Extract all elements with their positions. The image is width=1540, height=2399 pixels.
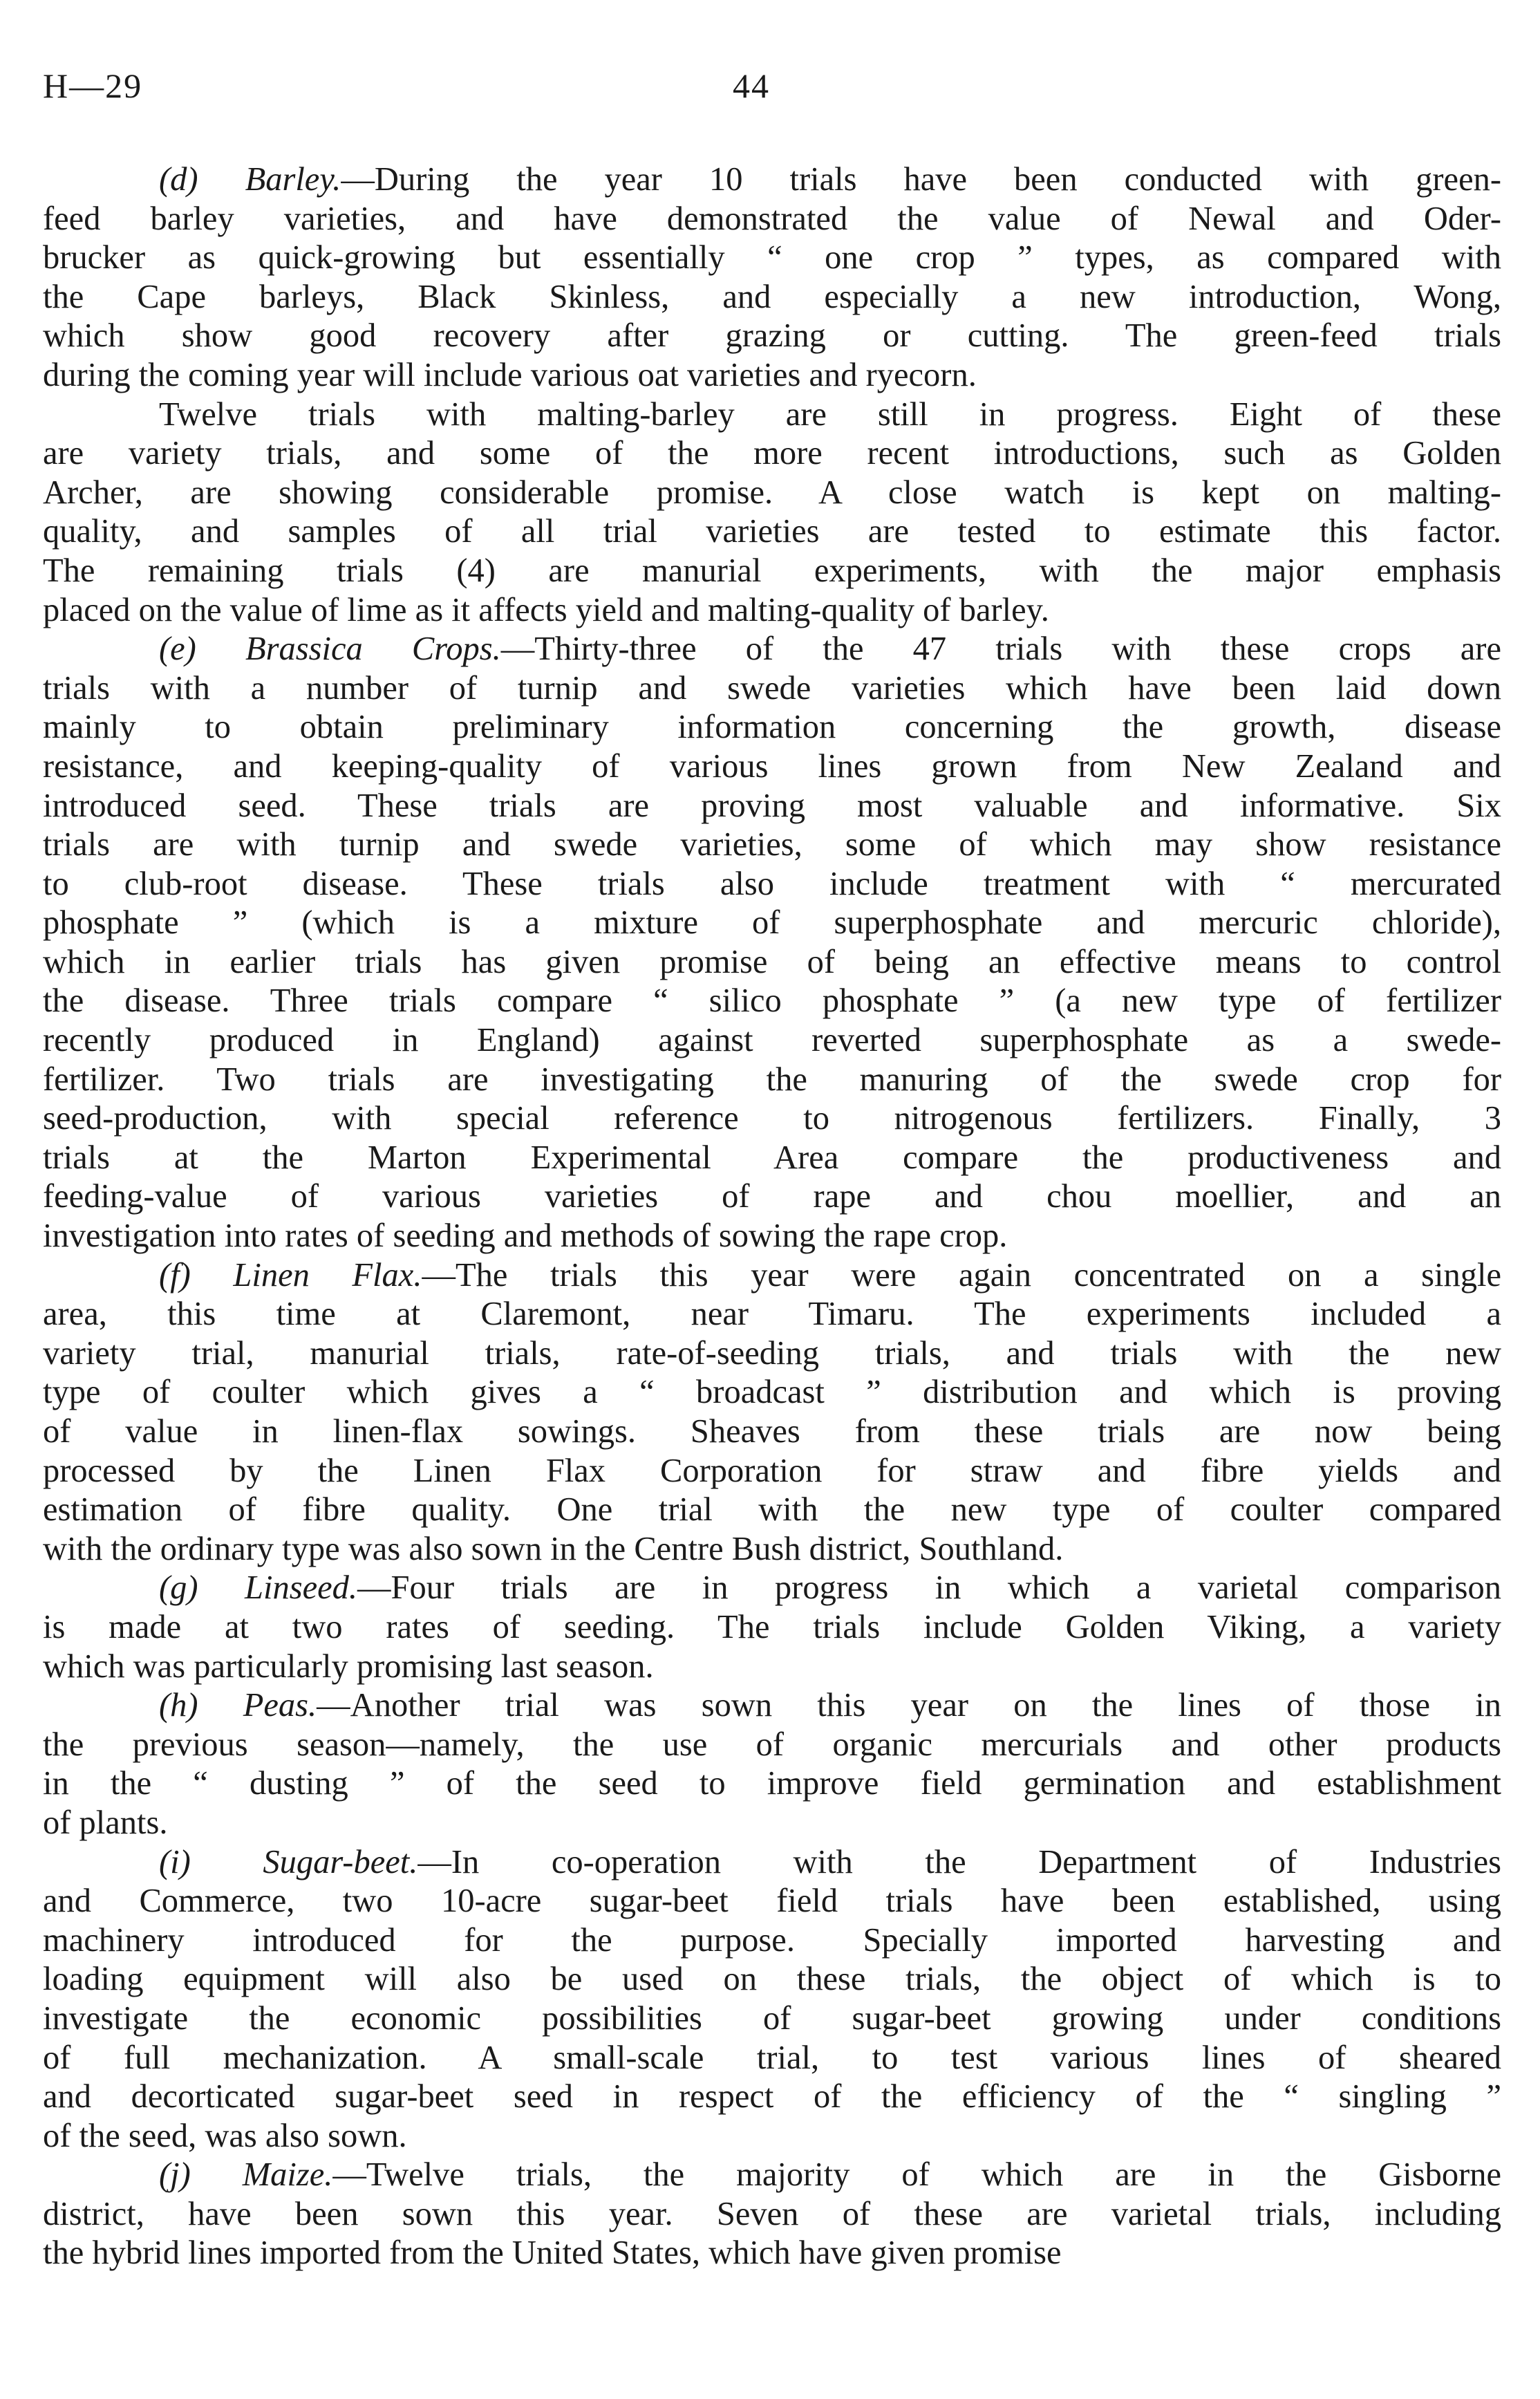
- text-line: [43, 2156, 1501, 2195]
- text-line: [43, 474, 1501, 513]
- text-line: [43, 552, 1501, 591]
- section-title: Brassica Crops.: [245, 631, 501, 668]
- line-text: loading equipment will also be used on these trials, the object of which is to: [43, 1961, 1501, 1998]
- section-label: (g): [159, 1569, 198, 1607]
- text-line: [43, 1960, 1501, 1999]
- text-line: [43, 1608, 1501, 1647]
- section-title: Maize.: [242, 2156, 333, 2194]
- line-text: —In co-operation with the Department of Industries: [417, 1843, 1501, 1880]
- line-text: introduced seed. These trials are proving most valuable and informative. Six: [43, 787, 1501, 824]
- line-text: which was particularly promising last season.: [43, 1647, 654, 1685]
- line-text: —During the year 10 trials have been conducted with green-: [341, 161, 1501, 198]
- line-text: in the “ dusting ” of the seed to improve field germination and establishment: [43, 1765, 1501, 1802]
- text-line: [43, 669, 1501, 709]
- line-text: seed-production, with special reference to nitrogenous fertilizers. Finally, 3: [43, 1100, 1501, 1137]
- paragraph: [43, 1569, 1501, 1686]
- text-line: [43, 1099, 1501, 1139]
- page-number: 44: [733, 66, 770, 105]
- line-text: estimation of fibre quality. One trial with the new type of coulter compared: [43, 1491, 1501, 1529]
- line-text: investigation into rates of seeding and methods of sowing the rape crop.: [43, 1217, 1008, 1255]
- text-line: [43, 239, 1501, 278]
- section-label: (e): [159, 631, 196, 668]
- paragraph: [43, 2156, 1501, 2273]
- text-line: [43, 160, 1501, 200]
- line-text: and Commerce, two 10-acre sugar-beet field trials have been established, using: [43, 1883, 1501, 1920]
- section-label: (j): [159, 2156, 191, 2194]
- text-line: [43, 1021, 1501, 1061]
- text-line: [43, 1139, 1501, 1178]
- line-text: trials with a number of turnip and swede varieties which have been laid down: [43, 669, 1501, 707]
- line-text: Twelve trials with malting-barley are still in progress. Eight of these: [159, 395, 1501, 433]
- line-text: feeding-value of various varieties of rape and chou moellier, and an: [43, 1178, 1501, 1215]
- text-line: [43, 317, 1501, 356]
- text-line: [43, 356, 1501, 395]
- section-label: (h): [159, 1687, 198, 1724]
- line-text: The remaining trials (4) are manurial experiments, with the major emphasis: [43, 552, 1501, 589]
- text-line: [43, 1843, 1501, 1883]
- text-line: [43, 708, 1501, 747]
- line-text: during the coming year will include various oat varieties and ryecorn.: [43, 356, 977, 393]
- section-label: (d): [159, 161, 198, 198]
- text-line: [43, 982, 1501, 1021]
- line-text: fertilizer. Two trials are investigating the manuring of the swede crop for: [43, 1061, 1501, 1098]
- paragraph: [43, 160, 1501, 395]
- line-text: placed on the value of lime as it affects yield and malting-quality of barley.: [43, 591, 1049, 628]
- text-line: [43, 1061, 1501, 1100]
- line-text: feed barley varieties, and have demonstrated the value of Newal and Oder-: [43, 200, 1501, 237]
- line-text: investigate the economic possibilities of sugar-beet growing under conditions: [43, 1999, 1501, 2037]
- text-line: [43, 825, 1501, 865]
- line-text: is made at two rates of seeding. The trials include Golden Viking, a variety: [43, 1608, 1501, 1645]
- paragraph: [43, 1256, 1501, 1569]
- text-line: [43, 591, 1501, 631]
- line-text: of value in linen-flax sowings. Sheaves from these trials are now being: [43, 1413, 1501, 1450]
- text-line: [43, 747, 1501, 787]
- text-line: [43, 1921, 1501, 1961]
- line-text: area, this time at Claremont, near Timaru. The experiments included a: [43, 1296, 1501, 1333]
- line-text: phosphate ” (which is a mixture of superphosphate and mercuric chloride),: [43, 904, 1501, 942]
- line-text: the Cape barleys, Black Skinless, and especially a new introduction, Wong,: [43, 278, 1501, 315]
- text-line: [43, 1491, 1501, 1530]
- line-text: processed by the Linen Flax Corporation for straw and fibre yields and: [43, 1452, 1501, 1489]
- line-text: —The trials this year were again concentrated on a single: [422, 1256, 1501, 1294]
- text-line: [43, 278, 1501, 317]
- line-text: machinery introduced for the purpose. Specially imported harvesting and: [43, 1921, 1501, 1959]
- text-line: [43, 904, 1501, 943]
- text-line: [43, 1726, 1501, 1765]
- line-text: variety trial, manurial trials, rate-of-seeding trials, and trials with the new: [43, 1334, 1501, 1372]
- paragraph: [43, 395, 1501, 631]
- text-line: [43, 1530, 1501, 1569]
- text-line: [43, 630, 1501, 669]
- text-line: [43, 2039, 1501, 2078]
- line-text: and decorticated sugar-beet seed in respect of the efficiency of the “ singling ”: [43, 2078, 1501, 2116]
- line-text: Archer, are showing considerable promise. A close watch is kept on malting-: [43, 474, 1501, 511]
- line-text: of full mechanization. A small-scale trial, to test various lines of sheared: [43, 2039, 1501, 2076]
- text-line: [43, 865, 1501, 904]
- paragraph: [43, 630, 1501, 1256]
- text-line: [43, 1804, 1501, 1843]
- text-line: [43, 1217, 1501, 1256]
- text-line: [43, 2195, 1501, 2234]
- line-text: resistance, and keeping-quality of various lines grown from New Zealand and: [43, 747, 1501, 785]
- document-reference: H—29: [43, 66, 143, 105]
- text-line: [43, 943, 1501, 982]
- line-text: recently produced in England) against reverted superphosphate as a swede-: [43, 1022, 1501, 1059]
- line-text: —Four trials are in progress in which a varietal comparison: [357, 1569, 1501, 1607]
- section-label: (f): [159, 1256, 191, 1294]
- section-title: Linseed.: [245, 1569, 358, 1607]
- line-text: the disease. Three trials compare “ silico phosphate ” (a new type of fertilizer: [43, 982, 1501, 1020]
- text-line: [43, 1412, 1501, 1452]
- line-text: —Thirty-three of the 47 trials with these crops are: [500, 631, 1501, 668]
- text-line: [43, 787, 1501, 826]
- line-text: which in earlier trials has given promise of being an effective means to control: [43, 943, 1501, 980]
- text-line: [43, 200, 1501, 239]
- paragraph: [43, 1843, 1501, 2156]
- text-line: [43, 1452, 1501, 1491]
- text-line: [43, 2078, 1501, 2117]
- text-line: [43, 1647, 1501, 1687]
- line-text: the previous season—namely, the use of organic mercurials and other products: [43, 1726, 1501, 1763]
- line-text: mainly to obtain preliminary information concerning the growth, disease: [43, 709, 1501, 746]
- document-body: [43, 160, 1501, 2273]
- line-text: quality, and samples of all trial varieties are tested to estimate this factor.: [43, 513, 1501, 550]
- text-line: [43, 2117, 1501, 2156]
- line-text: are variety trials, and some of the more recent introductions, such as Golden: [43, 435, 1501, 472]
- line-text: of the seed, was also sown.: [43, 2117, 407, 2154]
- line-text: brucker as quick-growing but essentially “ one crop ” types, as compared with: [43, 239, 1501, 277]
- text-line: [43, 1569, 1501, 1608]
- section-title: Barley.: [245, 161, 341, 198]
- text-line: [43, 1764, 1501, 1804]
- text-line: [43, 1256, 1501, 1296]
- line-text: trials at the Marton Experimental Area compare the productiveness and: [43, 1139, 1501, 1176]
- section-label: (i): [159, 1843, 191, 1880]
- line-text: trials are with turnip and swede varieties, some of which may show resistance: [43, 826, 1501, 864]
- text-line: [43, 1686, 1501, 1726]
- line-text: of plants.: [43, 1804, 168, 1841]
- text-line: [43, 2234, 1501, 2273]
- line-text: which show good recovery after grazing or cutting. The green-feed trials: [43, 317, 1501, 355]
- text-line: [43, 1295, 1501, 1334]
- section-title: Sugar-beet.: [263, 1843, 418, 1880]
- section-title: Linen Flax.: [233, 1256, 422, 1294]
- text-line: [43, 434, 1501, 474]
- text-line: [43, 1177, 1501, 1217]
- text-line: [43, 512, 1501, 552]
- line-text: with the ordinary type was also sown in the Centre Bush district, Southland.: [43, 1530, 1064, 1567]
- line-text: type of coulter which gives a “ broadcast ” distribution and which is proving: [43, 1374, 1501, 1411]
- line-text: —Another trial was sown this year on the lines of those in: [317, 1687, 1501, 1724]
- text-line: [43, 395, 1501, 435]
- text-line: [43, 1334, 1501, 1374]
- text-line: [43, 1999, 1501, 2039]
- line-text: to club-root disease. These trials also include treatment with “ mercurated: [43, 865, 1501, 902]
- text-line: [43, 1882, 1501, 1921]
- section-title: Peas.: [243, 1687, 317, 1724]
- text-line: [43, 1373, 1501, 1412]
- line-text: district, have been sown this year. Seven of these are varietal trials, including: [43, 2195, 1501, 2232]
- paragraph: [43, 1686, 1501, 1842]
- line-text: —Twelve trials, the majority of which are in the Gisborne: [332, 2156, 1501, 2194]
- line-text: the hybrid lines imported from the United States, which have given promise: [43, 2234, 1062, 2272]
